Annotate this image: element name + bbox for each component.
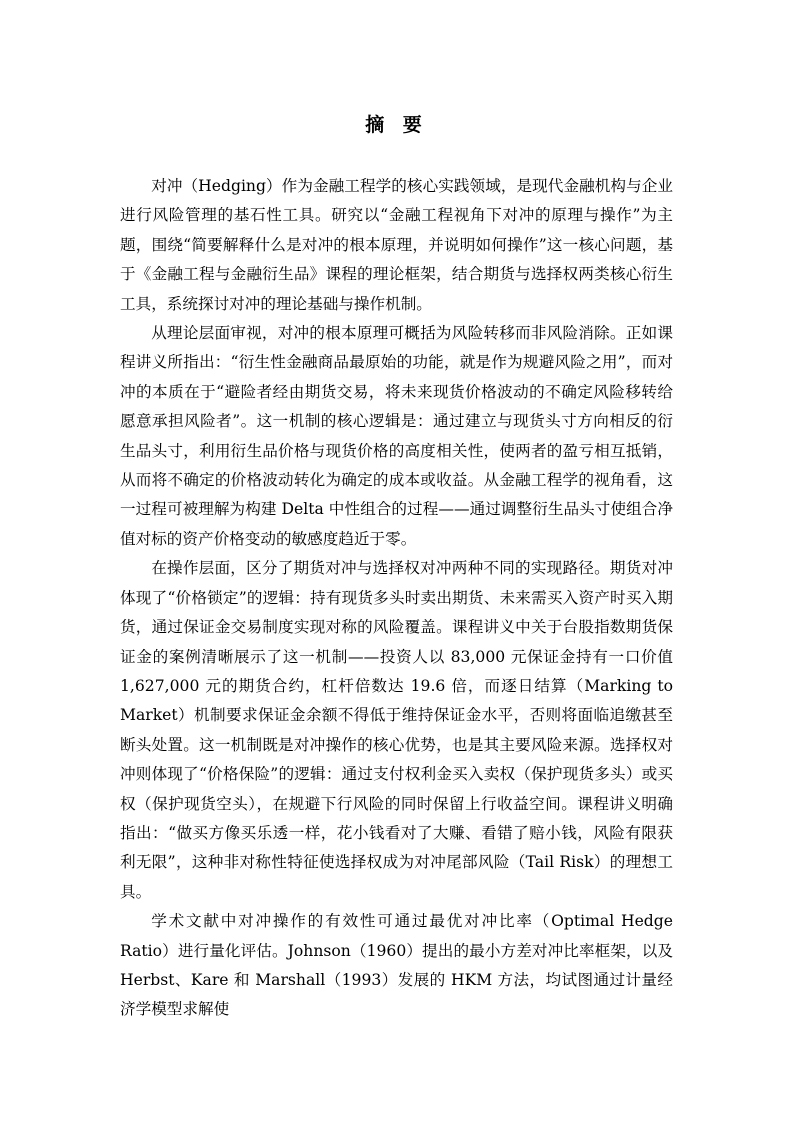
abstract-paragraph-3: 在操作层面，区分了期货对冲与选择权对冲两种不同的实现路径。期货对冲体现了“价格锁定”的逻辑：持有现货多头时卖出期货、未来需买入资产时买入期货，通过保证金交易制度实现对称的风险覆盖。课程讲义中关于台股指数期货保证金的案例清晰展示了这一机制——投资人以 83,000 元保证金持有一口价值 1,627,000 元的期货合约，杠杆倍数达 19.6 倍，而逐日结算（Marking to Market）机制要求保证金余额不得低于维持保证金水平，否则将面临追缴甚至断头处置。这一机制既是对冲操作的核心优势，也是其主要风险来源。选择权对冲则体现了“价格保险”的逻辑：通过支付权利金买入卖权（保护现货多头）或买权（保护现货空头），在规避下行风险的同时保留上行收益空间。课程讲义明确指出：“做买方像买乐透一样，花小钱看对了大赚、看错了赔小钱，风险有限获利无限”，这种非对称性特征使选择权成为对冲尾部风险（Tail Risk）的理想工具。	[120, 559, 673, 901]
abstract-paragraph-1: 对冲（Hedging）作为金融工程学的核心实践领域，是现代金融机构与企业进行风险管理的基石性工具。研究以“金融工程视角下对冲的原理与操作”为主题，围绕“简要解释什么是对冲的根本原理，并说明如何操作”这一核心问题，基于《金融工程与金融衍生品》课程的理论框架，结合期货与选择权两类核心衍生工具，系统探讨对冲的理论基础与操作机制。	[120, 177, 673, 313]
abstract-body	[120, 172, 673, 1025]
abstract-paragraph-4: 学术文献中对冲操作的有效性可通过最优对冲比率（Optimal Hedge Ratio）进行量化评估。Johnson（1960）提出的最小方差对冲比率框架，以及 Herbst、Kare 和 Marshall（1993）发展的 HKM 方法，均试图通过计量经济学模型求解使	[120, 912, 673, 1019]
abstract-title: 摘 要	[365, 114, 428, 136]
abstract-paragraph-2: 从理论层面审视，对冲的根本原理可概括为风险转移而非风险消除。正如课程讲义所指出：“衍生性金融商品最原始的功能，就是作为规避风险之用”，而对冲的本质在于“避险者经由期货交易，将未来现货价格波动的不确定风险移转给愿意承担风险者”。这一机制的核心逻辑是：通过建立与现货头寸方向相反的衍生品头寸，利用衍生品价格与现货价格的高度相关性，使两者的盈亏相互抵销，从而将不确定的价格波动转化为确定的成本或收益。从金融工程学的视角看，这一过程可被理解为构建 Delta 中性组合的过程——通过调整衍生品头寸使组合净值对标的资产价格变动的敏感度趋近于零。	[120, 324, 673, 548]
